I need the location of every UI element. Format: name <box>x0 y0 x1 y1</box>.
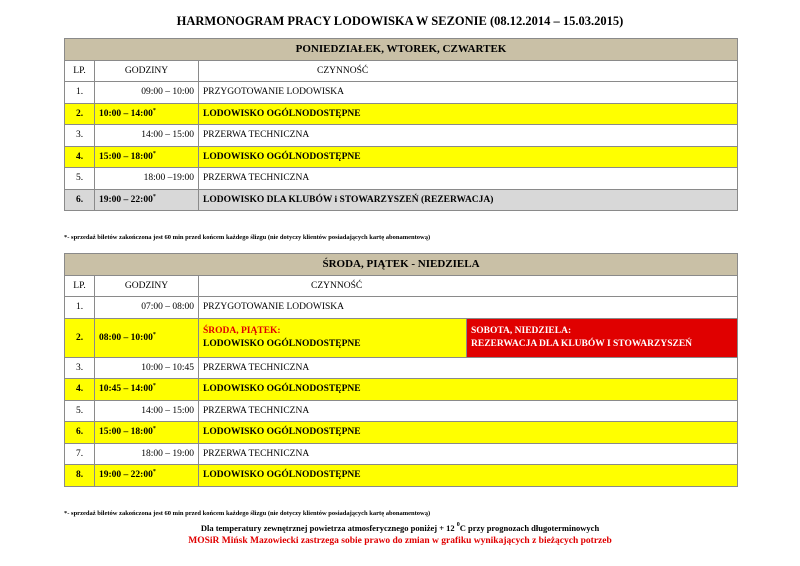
asterisk: * <box>152 193 156 200</box>
section1-heading: PONIEDZIAŁEK, WTOREK, CZWARTEK <box>65 39 738 61</box>
col-lp: LP. <box>65 60 95 82</box>
footnote: *- sprzedaż biletów zakończona jest 60 min przed końcem każdego ślizgu (nie dotyczy klientów posiadających kartę abonamentową) <box>64 510 431 517</box>
row-hours-cell <box>95 103 199 125</box>
row-activity: PRZERWA TECHNICZNA <box>199 400 738 422</box>
page-title: HARMONOGRAM PRACY LODOWISKA W SEZONIE (08.12.2014 – 15.03.2015) <box>176 14 624 28</box>
row-hours: 19:00 – 22:00 <box>99 194 153 205</box>
table-row <box>65 146 738 168</box>
table-row <box>65 318 738 357</box>
col-activity: CZYNNOŚĆ <box>199 275 738 297</box>
col-activity: CZYNNOŚĆ <box>199 60 738 82</box>
row-activity: PRZERWA TECHNICZNA <box>199 125 738 147</box>
row-hours: 14:00 – 15:00 <box>95 400 199 422</box>
row-hours: 15:00 – 18:00 <box>99 151 153 162</box>
disclaimer-note: MOSiR Mińsk Mazowiecki zastrzega sobie prawo do zmian w grafiku wynikających z bieżących potrzeb <box>188 536 612 546</box>
row-lp: 7. <box>65 443 95 465</box>
row-hours-cell <box>95 189 199 211</box>
row-lp: 6. <box>65 422 95 444</box>
row-lp: 2. <box>65 318 95 357</box>
row-activity: REZERWACJA DLA KLUBÓW I STOWARZYSZEŃ <box>471 338 693 349</box>
row-activity: PRZERWA TECHNICZNA <box>199 443 738 465</box>
row-lp: 6. <box>65 189 95 211</box>
row-activity: LODOWISKO OGÓLNODOSTĘPNE <box>199 146 738 168</box>
row-activity: LODOWISKO OGÓLNODOSTĘPNE <box>199 422 738 444</box>
temperature-note-before: Dla temperatury zewnętrznej powietrza atmosferycznego poniżej + 12 <box>200 523 455 533</box>
row-hours: 14:00 – 15:00 <box>95 125 199 147</box>
split-activity-right <box>467 318 738 357</box>
row-activity: LODOWISKO DLA KLUBÓW i STOWARZYSZEŃ (REZERWACJA) <box>199 189 738 211</box>
table-row <box>65 297 738 319</box>
table-row <box>65 82 738 104</box>
row-hours-cell <box>95 146 199 168</box>
asterisk: * <box>152 150 156 157</box>
days-sat-sun: SOBOTA, NIEDZIELA: <box>471 325 572 336</box>
table-row <box>65 189 738 211</box>
col-hours: GODZINY <box>95 60 199 82</box>
table-row <box>65 422 738 444</box>
degree-mark: 0 <box>456 522 460 528</box>
row-lp: 3. <box>65 357 95 379</box>
row-lp: 1. <box>65 297 95 319</box>
row-hours: 10:00 – 14:00 <box>99 108 153 119</box>
table-row <box>65 443 738 465</box>
row-hours: 09:00 – 10:00 <box>95 82 199 104</box>
row-hours-cell <box>95 379 199 401</box>
row-lp: 4. <box>65 379 95 401</box>
asterisk: * <box>152 426 156 433</box>
section2-heading: ŚRODA, PIĄTEK - NIEDZIELA <box>65 254 738 276</box>
schedule-table-mon-tue-thu <box>64 38 738 211</box>
table-row <box>65 379 738 401</box>
asterisk: * <box>152 383 156 390</box>
row-lp: 2. <box>65 103 95 125</box>
row-activity: PRZERWA TECHNICZNA <box>199 357 738 379</box>
row-hours: 15:00 – 18:00 <box>99 427 153 438</box>
table-row <box>65 357 738 379</box>
table-row <box>65 465 738 487</box>
row-hours: 19:00 – 22:00 <box>99 470 153 481</box>
row-hours: 07:00 – 08:00 <box>95 297 199 319</box>
col-hours: GODZINY <box>95 275 199 297</box>
row-activity: LODOWISKO OGÓLNODOSTĘPNE <box>199 379 738 401</box>
row-lp: 3. <box>65 125 95 147</box>
table-row <box>65 125 738 147</box>
row-activity: PRZYGOTOWANIE LODOWISKA <box>199 82 738 104</box>
row-hours: 08:00 – 10:00 <box>99 332 153 343</box>
row-hours: 18:00 –19:00 <box>95 168 199 190</box>
row-lp: 1. <box>65 82 95 104</box>
row-activity: LODOWISKO OGÓLNODOSTĘPNE <box>199 103 738 125</box>
col-lp: LP. <box>65 275 95 297</box>
row-hours-cell <box>95 465 199 487</box>
row-activity: PRZYGOTOWANIE LODOWISKA <box>199 297 738 319</box>
table-row <box>65 168 738 190</box>
table-row <box>65 103 738 125</box>
row-lp: 4. <box>65 146 95 168</box>
asterisk: * <box>152 107 156 114</box>
row-lp: 8. <box>65 465 95 487</box>
row-hours: 10:00 – 10:45 <box>95 357 199 379</box>
asterisk: * <box>152 469 156 476</box>
row-hours-cell <box>95 318 199 357</box>
days-wed-fri: ŚRODA, PIĄTEK: <box>203 325 281 336</box>
asterisk: * <box>152 331 156 338</box>
row-lp: 5. <box>65 400 95 422</box>
row-activity: LODOWISKO OGÓLNODOSTĘPNE <box>199 465 738 487</box>
table-row <box>65 400 738 422</box>
row-hours: 18:00 – 19:00 <box>95 443 199 465</box>
split-activity-left <box>199 318 467 357</box>
temperature-note <box>0 523 800 533</box>
footnote: *- sprzedaż biletów zakończona jest 60 min przed końcem każdego ślizgu (nie dotyczy klientów posiadających kartę abonamentową) <box>64 234 431 241</box>
row-hours: 10:45 – 14:00 <box>99 384 153 395</box>
row-lp: 5. <box>65 168 95 190</box>
temperature-note-after: C przy prognozach długoterminowych <box>459 523 600 533</box>
schedule-table-wed-fri-sun <box>64 253 738 487</box>
row-activity: PRZERWA TECHNICZNA <box>199 168 738 190</box>
row-hours-cell <box>95 422 199 444</box>
row-activity: LODOWISKO OGÓLNODOSTĘPNE <box>203 338 361 349</box>
